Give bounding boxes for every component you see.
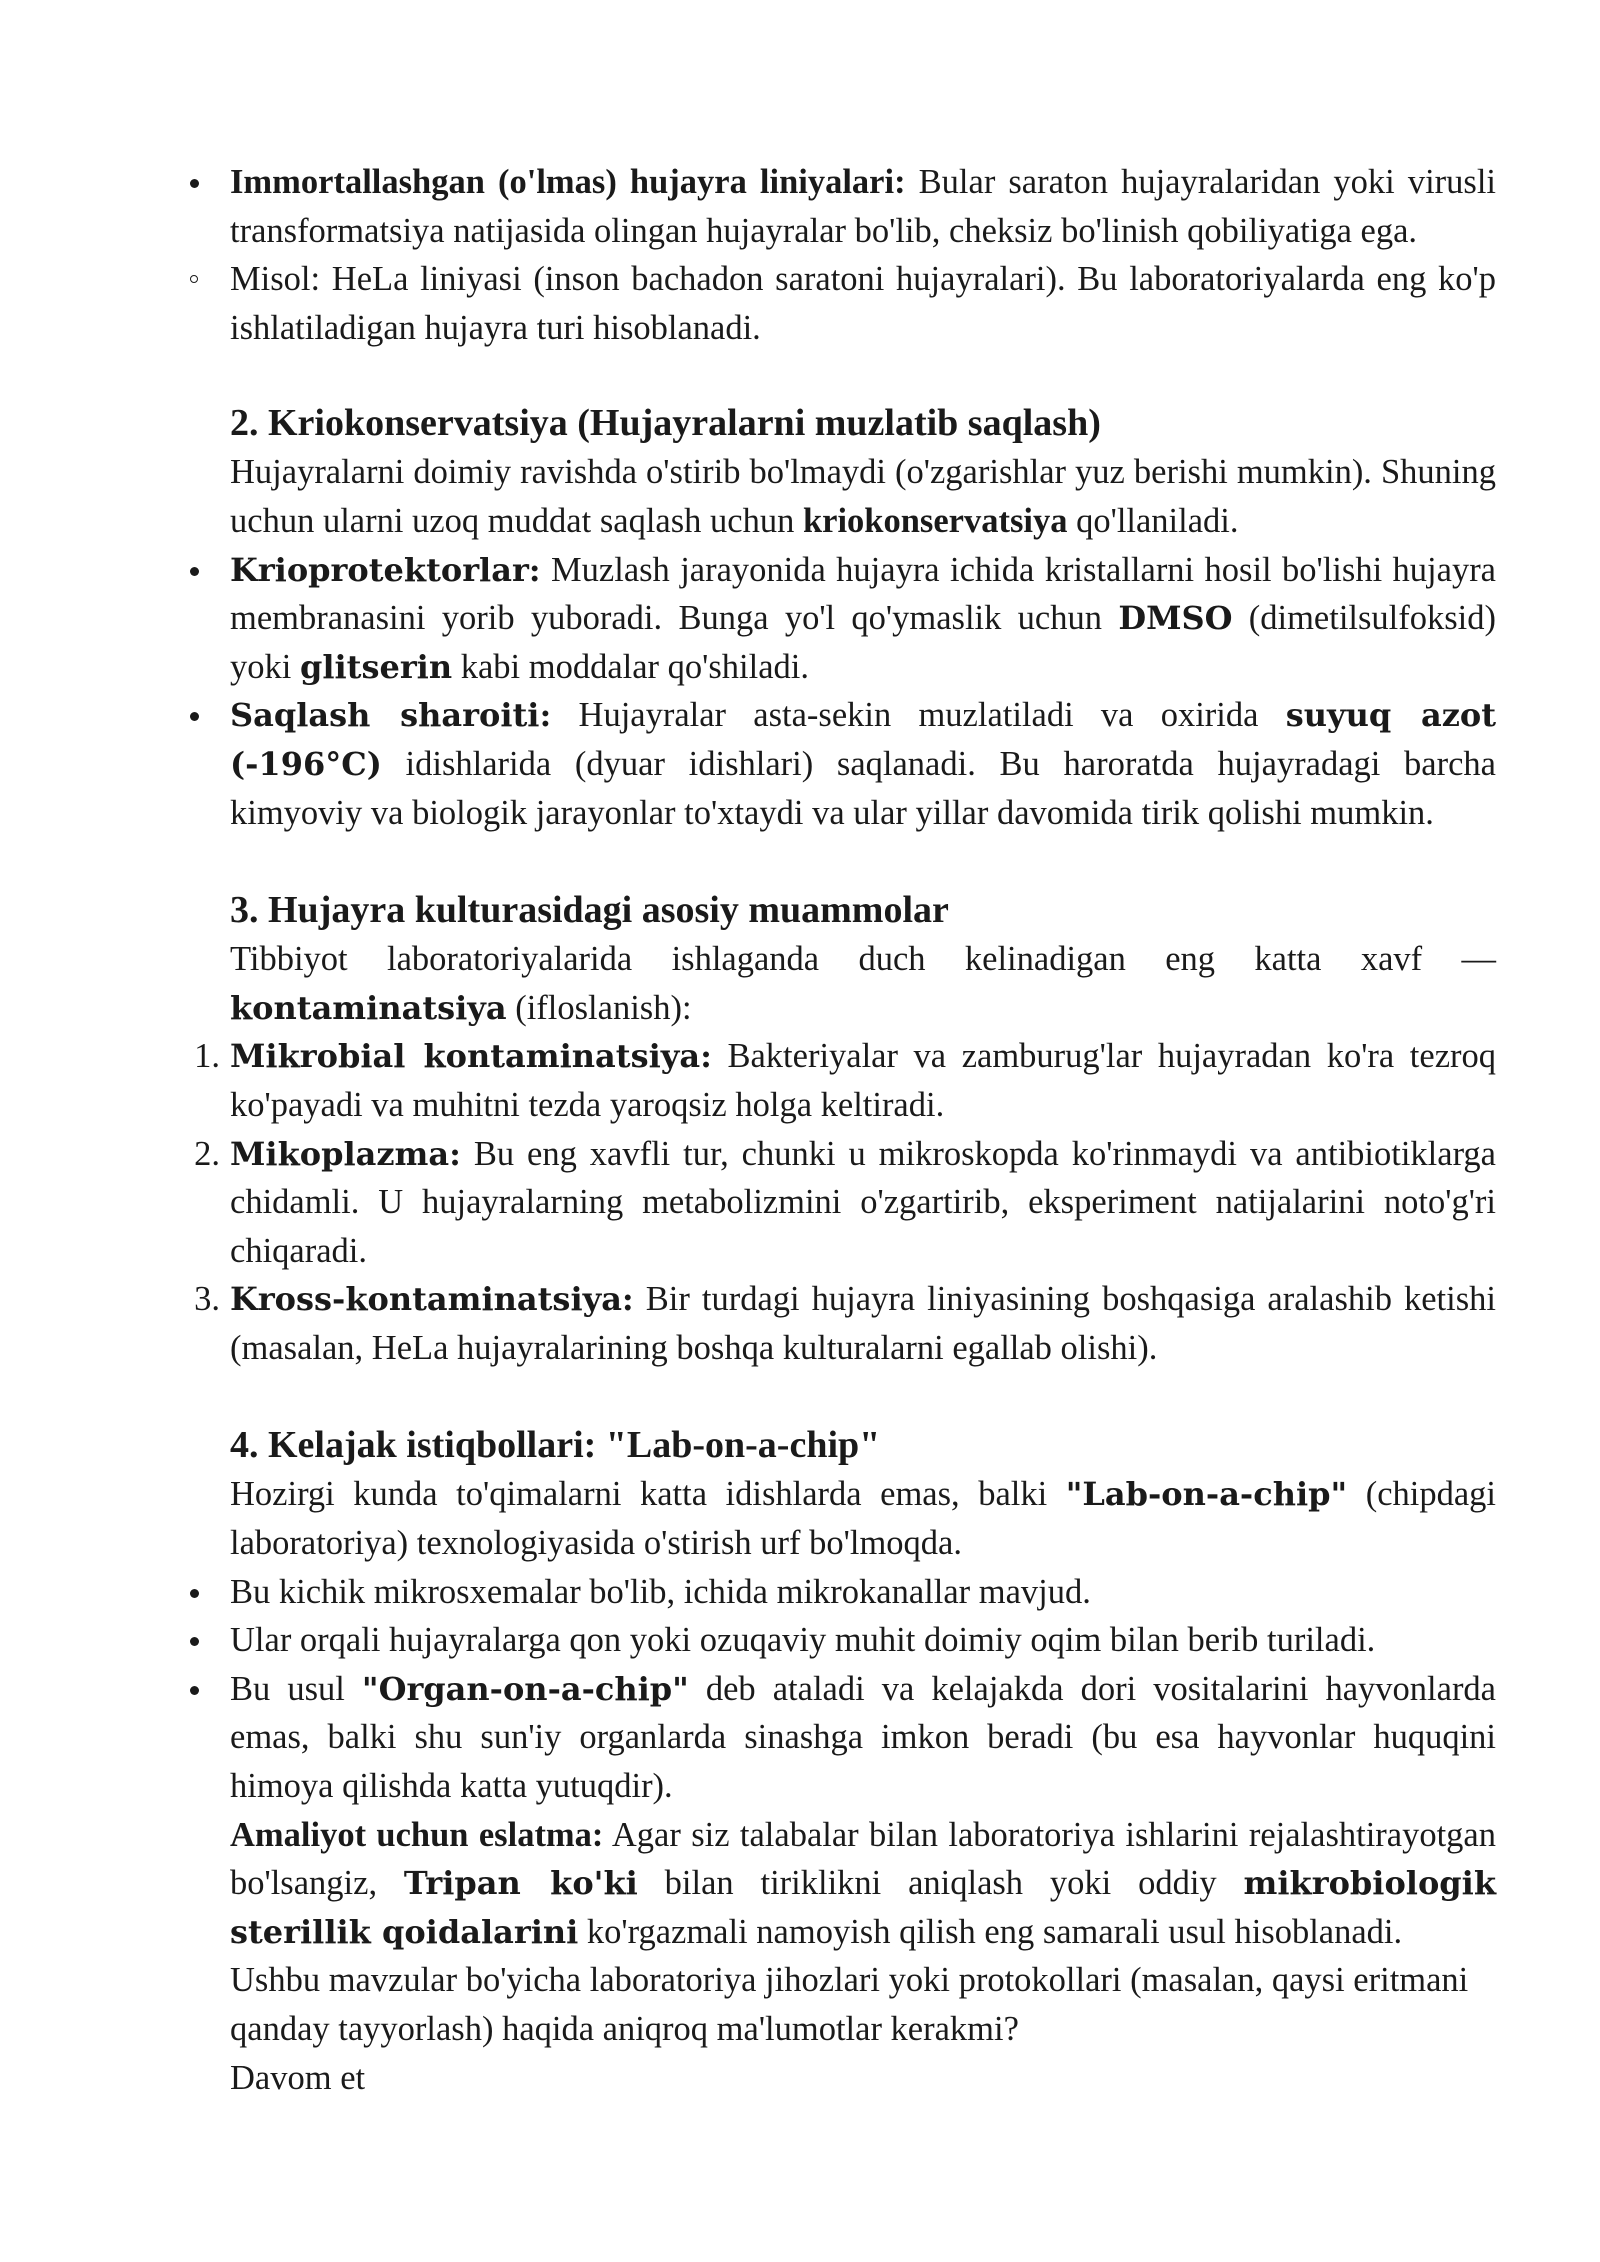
text-run: Bu kichik mikrosxemalar bo'lib, ichida mikrokanallar mavjud. bbox=[230, 1572, 1091, 1611]
text-run: (ifloslanish): bbox=[506, 988, 692, 1027]
closing-question: Ushbu mavzular bo'yicha laboratoriya jihozlari yoki protokollari (masalan, qaysi eritmani qanday tayyorlash) haqida aniqroq ma'lumotlar kerakmi? bbox=[230, 1961, 1469, 2048]
term-label: Mikoplazma: bbox=[230, 1134, 461, 1173]
text-run: Agar siz talabalar bilan laboratoriya ishlarini rejalashtirayotgan bo'lsangiz, bbox=[230, 1815, 1496, 1903]
term-label: Kross-kontaminatsiya: bbox=[230, 1280, 634, 1319]
section-heading-3: 3. Hujayra kulturasidagi asosiy muammolar bbox=[230, 889, 949, 932]
term-label: Immortallashgan (o'lmas) hujayra liniyalari: bbox=[230, 163, 906, 201]
bold-term: glitserin bbox=[299, 647, 453, 686]
list-item-flow bbox=[230, 1616, 1496, 1665]
section-heading-2: 2. Kriokonservatsiya (Hujayralarni muzlatib saqlash) bbox=[230, 402, 1101, 445]
text-run: Bakteriyalar va zamburug'lar hujayradan ko'ra tezroq ko'payadi va muhitni tezda yaroqsiz holga keltiradi. bbox=[230, 1037, 1497, 1124]
numbered-item-cross bbox=[194, 1275, 1496, 1372]
list-item-storage-conditions bbox=[230, 691, 1496, 837]
list-item-microchips bbox=[230, 1568, 1496, 1617]
document-body bbox=[194, 158, 1497, 2102]
text-run: Ular orqali hujayralarga qon yoki ozuqaviy muhit doimiy oqim bilan berib turiladi. bbox=[230, 1621, 1376, 1660]
bold-term: kontaminatsiya bbox=[230, 988, 507, 1027]
text-run: Hujayralarni doimiy ravishda o'stirib bo'lmaydi (o'zgarishlar yuz berishi mumkin). Shuning uchun ularni uzoq muddat saqlash uchun bbox=[230, 453, 1496, 540]
term-label: Mikrobial kontaminatsiya: bbox=[230, 1037, 712, 1076]
text-run: kabi moddalar qo'shiladi. bbox=[452, 647, 809, 686]
item-text: Bular saraton hujayralaridan yoki virusli transformatsiya natijasida olingan hujayralar bo'lib, cheksiz bo'linish qobiliyatiga ega. bbox=[230, 163, 1496, 250]
text-run: bilan tiriklikni aniqlash yoki oddiy bbox=[637, 1864, 1244, 1903]
text-run: Muzlash jarayonida hujayra ichida kristallarni hosil bo'lishi hujayra membranasini yorib yuboradi. Bunga yo'l qo'ymaslik uchun bbox=[230, 550, 1496, 638]
practice-note bbox=[230, 1811, 1496, 1957]
text-run: qo'llaniladi. bbox=[1067, 501, 1239, 540]
term-label: Krioprotektorlar: bbox=[230, 550, 541, 589]
bold-term: mikrobiologik sterillik qoidalarini bbox=[230, 1864, 1496, 1951]
bold-term: "Organ-on-a-chip" bbox=[361, 1669, 689, 1708]
text-run: idishlarida (dyuar idishlari) saqlanadi. Bu haroratda hujayradagi barcha kimyoviy va biologik jarayonlar to'xtaydi va ular yillar davomida tirik qolishi mumkin. bbox=[230, 744, 1496, 832]
item-text: Misol: HeLa liniyasi (inson bachadon saratoni hujayralari). Bu laboratoriyalarda eng ko'p ishlatiladigan hujayra turi hisoblanadi. bbox=[230, 260, 1496, 347]
list-number: 2. bbox=[194, 1134, 220, 1173]
section-4-intro bbox=[230, 1470, 1496, 1567]
section-heading-4: 4. Kelajak istiqbollari: "Lab-on-a-chip" bbox=[230, 1424, 881, 1467]
text-run: deb ataladi va kelajakda dori vositalarini hayvonlarda emas, balki shu sun'iy organlarda sinashga imkon beradi (bu esa hayvonlar huquqini himoya qilishda katta yutuqdir). bbox=[230, 1669, 1496, 1806]
term-label: Saqlash sharoiti: bbox=[230, 696, 552, 735]
sub-list-item-hela bbox=[230, 255, 1496, 352]
text-run: Bu usul bbox=[230, 1669, 362, 1708]
list-item-cryoprotectants bbox=[230, 546, 1496, 692]
section-2-intro bbox=[230, 448, 1496, 545]
text-run: Bu eng xavfli tur, chunki u mikroskopda ko'rinmaydi va antibiotiklarga chidamli. U hujayralarning metabolizmini o'zgartirib, eksperiment natijalarini noto'g'ri chiqaradi. bbox=[230, 1134, 1496, 1270]
note-label: Amaliyot uchun eslatma: bbox=[230, 1815, 604, 1854]
bold-term: Tripan ko'ki bbox=[403, 1864, 638, 1903]
text-run: Hozirgi kunda to'qimalarni katta idishlarda emas, balki bbox=[230, 1475, 1066, 1514]
closing-prompt: Davom et bbox=[230, 2058, 366, 2097]
text-run: Tibbiyot laboratoriyalarida ishlaganda duch kelinadigan eng katta xavf — bbox=[230, 940, 1496, 979]
list-item-organ-on-chip bbox=[230, 1665, 1496, 1811]
list-number: 1. bbox=[194, 1037, 220, 1076]
section-3-intro bbox=[230, 935, 1496, 1032]
bold-term: DMSO bbox=[1118, 599, 1233, 638]
list-number: 3. bbox=[194, 1280, 220, 1319]
bold-term: "Lab-on-a-chip" bbox=[1065, 1475, 1348, 1514]
bold-term: kriokonservatsiya bbox=[802, 501, 1068, 540]
numbered-item-mycoplasma bbox=[194, 1130, 1496, 1276]
text-run: (chipdagi laboratoriya) texnologiyasida o'stirish urf bo'lmoqda. bbox=[230, 1475, 1496, 1563]
bold-term: suyuq azot (-196°C) bbox=[230, 696, 1497, 783]
text-run: (dimetilsulfoksid) yoki bbox=[230, 599, 1496, 686]
text-run: Hujayralar asta-sekin muzlatiladi va oxirida bbox=[551, 696, 1286, 735]
list-item-immortal-lines bbox=[230, 158, 1496, 255]
text-run: Bir turdagi hujayra liniyasining boshqasiga aralashib ketishi (masalan, HeLa hujayralarining boshqa kulturalarni egallab olishi). bbox=[230, 1280, 1496, 1367]
text-run: ko'rgazmali namoyish qilish eng samarali usul hisoblanadi. bbox=[578, 1912, 1403, 1951]
numbered-item-microbial bbox=[194, 1032, 1497, 1129]
